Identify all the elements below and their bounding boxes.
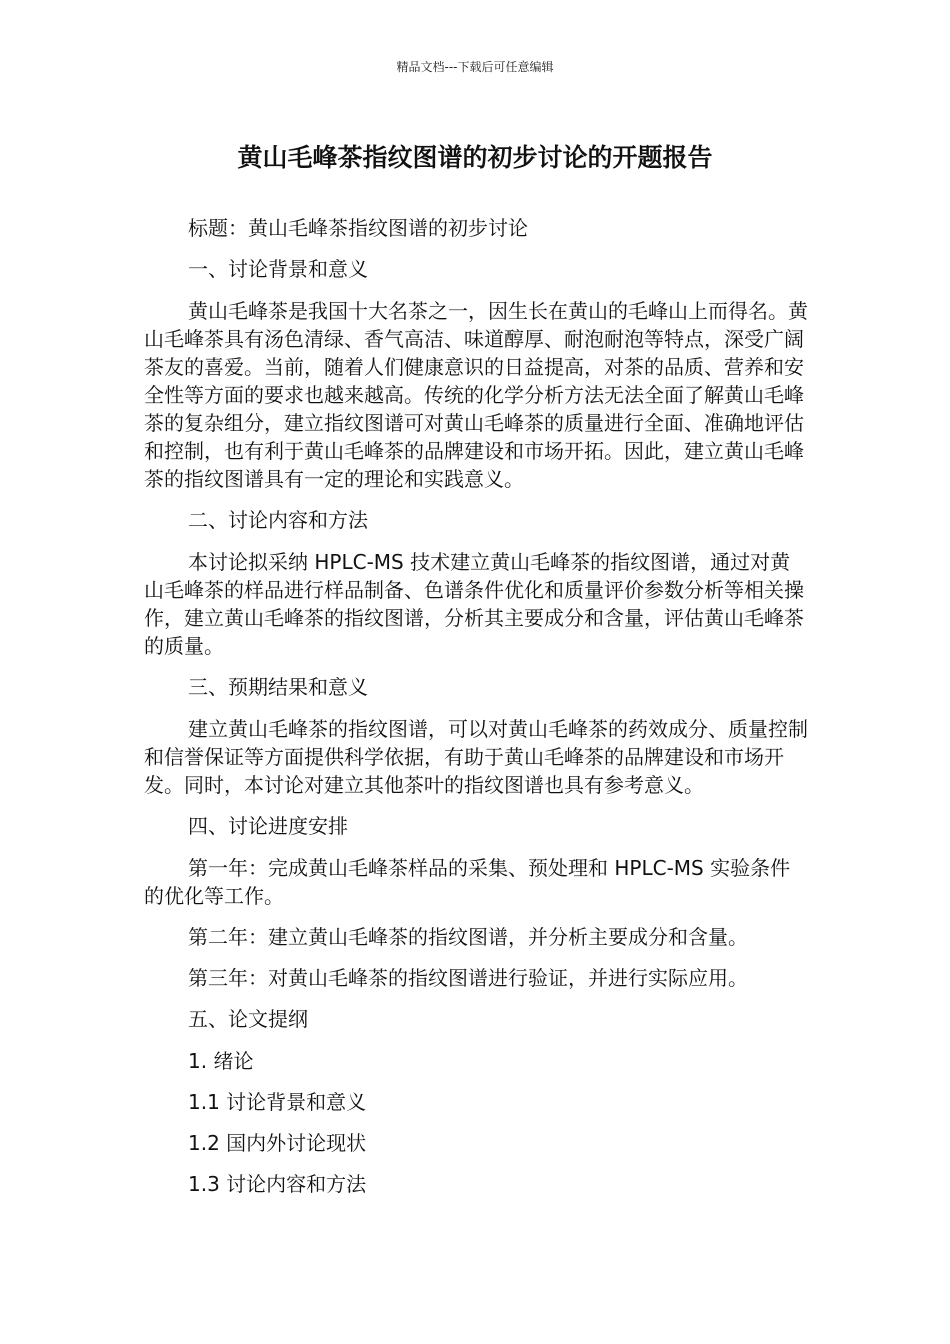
schedule-year-1: 第一年：完成黄山毛峰茶样品的采集、预处理和 HPLC-MS 实验条件的优化等工作。 <box>144 856 791 908</box>
section-heading-background: 一、讨论背景和意义 <box>188 257 368 281</box>
schedule-year-3: 第三年：对黄山毛峰茶的指纹图谱进行验证，并进行实际应用。 <box>188 966 748 990</box>
section-heading-schedule: 四、讨论进度安排 <box>188 814 348 838</box>
document-body <box>144 214 810 1211</box>
outline-item: 1. 绪论 <box>188 1049 254 1073</box>
outline-item: 1.2 国内外讨论现状 <box>188 1131 367 1155</box>
page-header-watermark: 精品文档---下载后可任意编辑 <box>396 60 554 74</box>
outline-item: 1.3 讨论内容和方法 <box>188 1172 367 1196</box>
paragraph-expected-results: 建立黄山毛峰茶的指纹图谱，可以对黄山毛峰茶的药效成分、质量控制和信誉保证等方面提供科学依据，有助于黄山毛峰茶的品牌建设和市场开发。同时，本讨论对建立其他茶叶的指纹图谱也具有参考意义。 <box>144 717 808 797</box>
outline-item: 1.1 讨论背景和意义 <box>188 1090 367 1114</box>
document-title: 黄山毛峰茶指纹图谱的初步讨论的开题报告 <box>237 143 713 172</box>
section-heading-method: 二、讨论内容和方法 <box>188 508 368 532</box>
paragraph-method: 本讨论拟采纳 HPLC-MS 技术建立黄山毛峰茶的指纹图谱，通过对黄山毛峰茶的样品进行样品制备、色谱条件优化和质量评价参数分析等相关操作，建立黄山毛峰茶的指纹图谱，分析其主要成分和含量，评估黄山毛峰茶的质量。 <box>144 550 804 658</box>
section-heading-outline: 五、论文提纲 <box>188 1007 308 1031</box>
section-heading-expected-results: 三、预期结果和意义 <box>188 675 368 699</box>
paragraph-background: 黄山毛峰茶是我国十大名茶之一，因生长在黄山的毛峰山上而得名。黄山毛峰茶具有汤色清绿、香气高洁、味道醇厚、耐泡耐泡等特点，深受广阔茶友的喜爱。当前，随着人们健康意识的日益提高，对茶的品质、营养和安全性等方面的要求也越来越高。传统的化学分析方法无法全面了解黄山毛峰茶的复杂组分，建立指纹图谱可对黄山毛峰茶的质量进行全面、准确地评估和控制，也有利于黄山毛峰茶的品牌建设和市场开拓。因此，建立黄山毛峰茶的指纹图谱具有一定的理论和实践意义。 <box>144 299 808 491</box>
schedule-year-2: 第二年：建立黄山毛峰茶的指纹图谱，并分析主要成分和含量。 <box>188 925 748 949</box>
subtitle-line: 标题：黄山毛峰茶指纹图谱的初步讨论 <box>188 216 528 240</box>
